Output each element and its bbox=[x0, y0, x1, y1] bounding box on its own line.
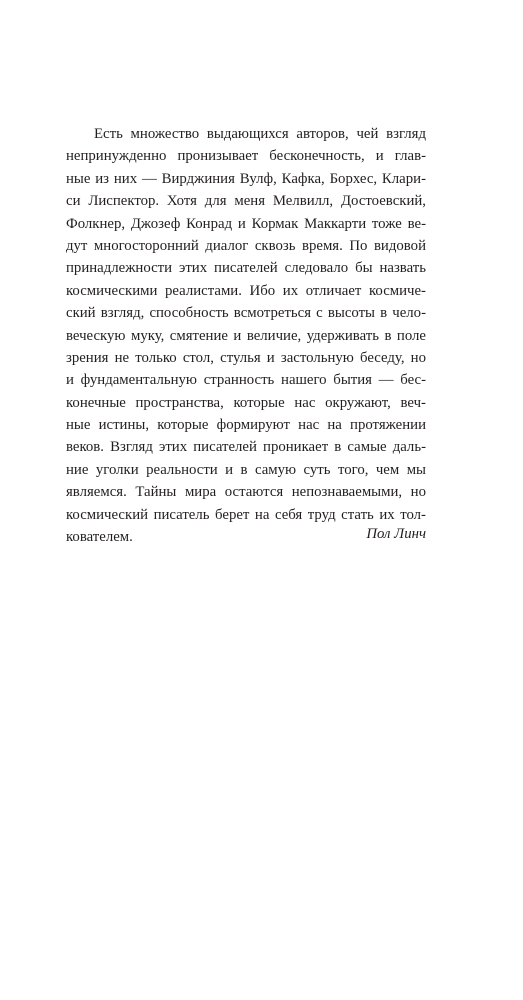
paragraph-line: Фолкнер, Джозеф Конрад и Кормак Маккарти тоже ве- bbox=[66, 215, 426, 232]
paragraph-line: являемся. Тайны мира остаются непознаваемыми, но bbox=[66, 484, 426, 501]
paragraph-line: принадлежности этих писателей следовало бы назвать bbox=[66, 260, 426, 277]
author-signature: Пол Линч bbox=[366, 526, 426, 542]
paragraph-line: дут многосторонний диалог сквозь время. По видовой bbox=[66, 237, 426, 254]
paragraph-line: космическими реалистами. Ибо их отличает космиче- bbox=[66, 282, 426, 299]
paragraph-line: веков. Взгляд этих писателей проникает в самые даль- bbox=[66, 439, 426, 456]
paragraph-line: ние уголки реальности и в самую суть того, чем мы bbox=[66, 461, 426, 478]
paragraph-line: ский взгляд, способность всмотреться с высоты в чело- bbox=[66, 305, 426, 322]
paragraph-line: си Лиспектор. Хотя для меня Мелвилл, Достоевский, bbox=[66, 193, 426, 210]
paragraph-line: непринужденно пронизывает бесконечность, и глав- bbox=[66, 148, 426, 165]
paragraph-line: кователем. bbox=[66, 529, 133, 546]
paragraph-line: и фундаментальную странность нашего бытия — бес- bbox=[66, 372, 426, 389]
paragraph-line: Есть множество выдающихся авторов, чей взгляд bbox=[94, 126, 426, 142]
paragraph-line: веческую муку, смятение и величие, удерживать в поле bbox=[66, 327, 426, 344]
paragraph-line: космический писатель берет на себя труд стать их тол- bbox=[66, 506, 426, 523]
epigraph-paragraph bbox=[66, 123, 426, 548]
paragraph-line: ные из них — Вирджиния Вулф, Кафка, Борхес, Клари- bbox=[66, 170, 426, 187]
paragraph-line: зрения не только стол, стулья и застольную беседу, но bbox=[66, 349, 426, 366]
paragraph-line: ные истины, которые формируют нас на протяжении bbox=[66, 417, 426, 434]
paragraph-line: конечные пространства, которые нас окружают, веч- bbox=[66, 394, 426, 411]
